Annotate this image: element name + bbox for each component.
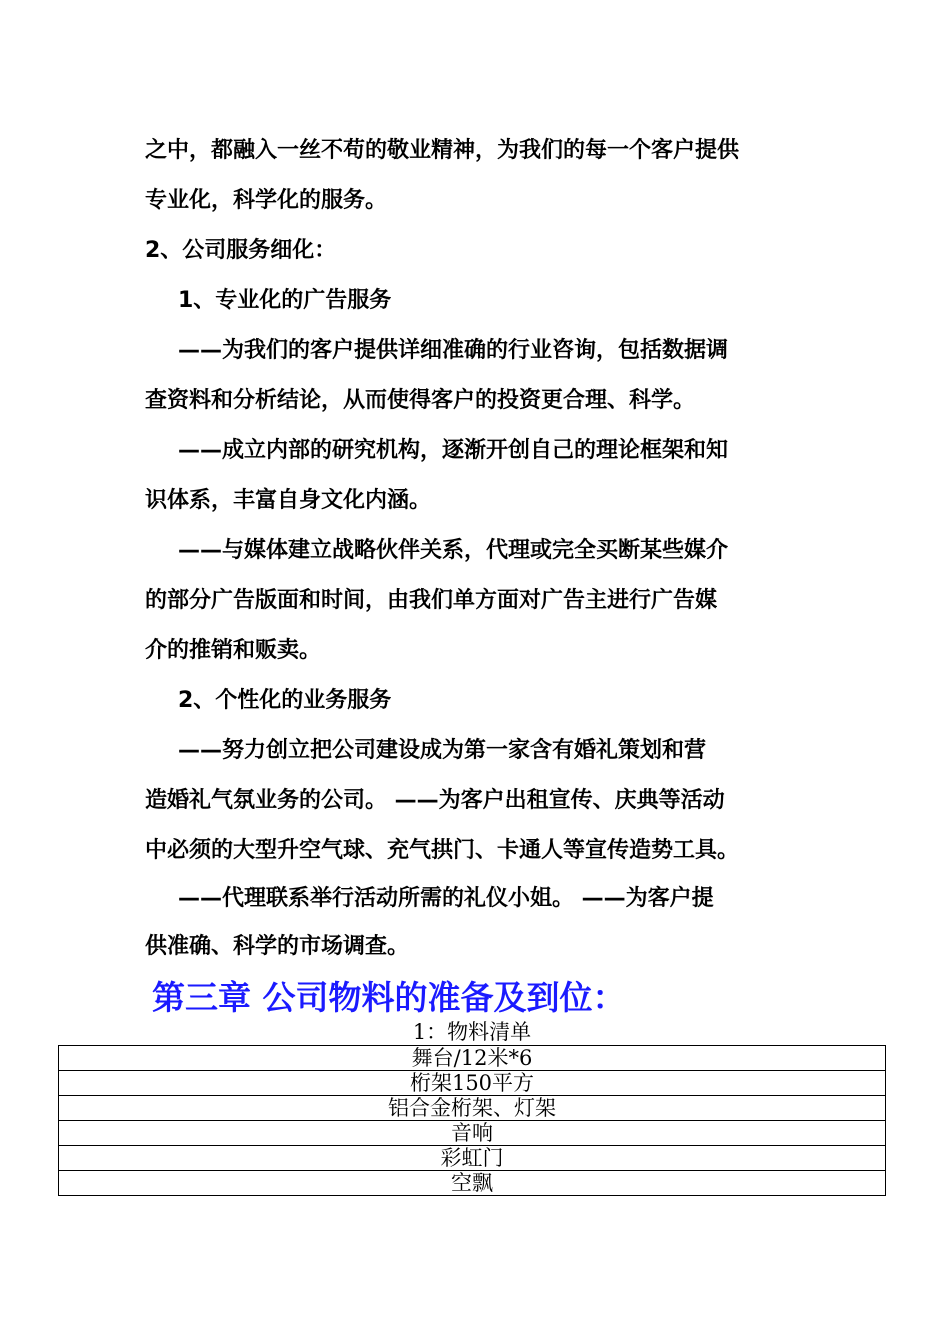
paragraph-line: ——努力创立把公司建设成为第一家含有婚礼策划和营: [178, 738, 707, 763]
paragraph-line: ——为我们的客户提供详细准确的行业咨询，包括数据调: [178, 338, 729, 363]
table-row: [59, 1046, 886, 1071]
paragraph-line: 之中，都融入一丝不苟的敬业精神，为我们的每一个客户提供: [145, 138, 740, 163]
section-heading: 2、公司服务细化：: [145, 238, 337, 263]
table-cell: 音响: [59, 1121, 886, 1146]
paragraph-line: 造婚礼气氛业务的公司。 ——为客户出租宣传、庆典等活动: [145, 788, 725, 813]
table-row: [59, 1171, 886, 1196]
subsection-heading: 2、个性化的业务服务: [178, 688, 392, 713]
table-row: [59, 1121, 886, 1146]
table-cell: 空飘: [59, 1171, 886, 1196]
paragraph-line: 识体系，丰富自身文化内涵。: [145, 488, 432, 513]
table-cell: 铝合金桁架、灯架: [59, 1096, 886, 1121]
paragraph-line: 的部分广告版面和时间，由我们单方面对广告主进行广告媒: [145, 588, 718, 613]
paragraph-line: ——成立内部的研究机构，逐渐开创自己的理论框架和知: [178, 438, 729, 463]
materials-table: [58, 1045, 886, 1196]
table-cell: 舞台/12米*6: [59, 1046, 886, 1071]
paragraph-line: ——代理联系举行活动所需的礼仪小姐。 ——为客户提: [178, 886, 714, 911]
table-caption: 1：物料清单: [412, 1020, 532, 1044]
paragraph-line: 中必须的大型升空气球、充气拱门、卡通人等宣传造势工具。: [145, 838, 740, 863]
table-row: [59, 1146, 886, 1171]
paragraph-line: 介的推销和贩卖。: [145, 638, 322, 663]
table-row: [59, 1071, 886, 1096]
subsection-heading: 1、专业化的广告服务: [178, 288, 392, 313]
table-cell: 桁架150平方: [59, 1071, 886, 1096]
chapter-title: 第三章 公司物料的准备及到位：: [152, 978, 626, 1017]
paragraph-line: 供准确、科学的市场调查。: [145, 934, 410, 959]
paragraph-line: 专业化，科学化的服务。: [145, 188, 388, 213]
table-row: [59, 1096, 886, 1121]
paragraph-line: 查资料和分析结论，从而使得客户的投资更合理、科学。: [145, 388, 696, 413]
paragraph-line: ——与媒体建立战略伙伴关系，代理或完全买断某些媒介: [178, 538, 729, 563]
table-cell: 彩虹门: [59, 1146, 886, 1171]
